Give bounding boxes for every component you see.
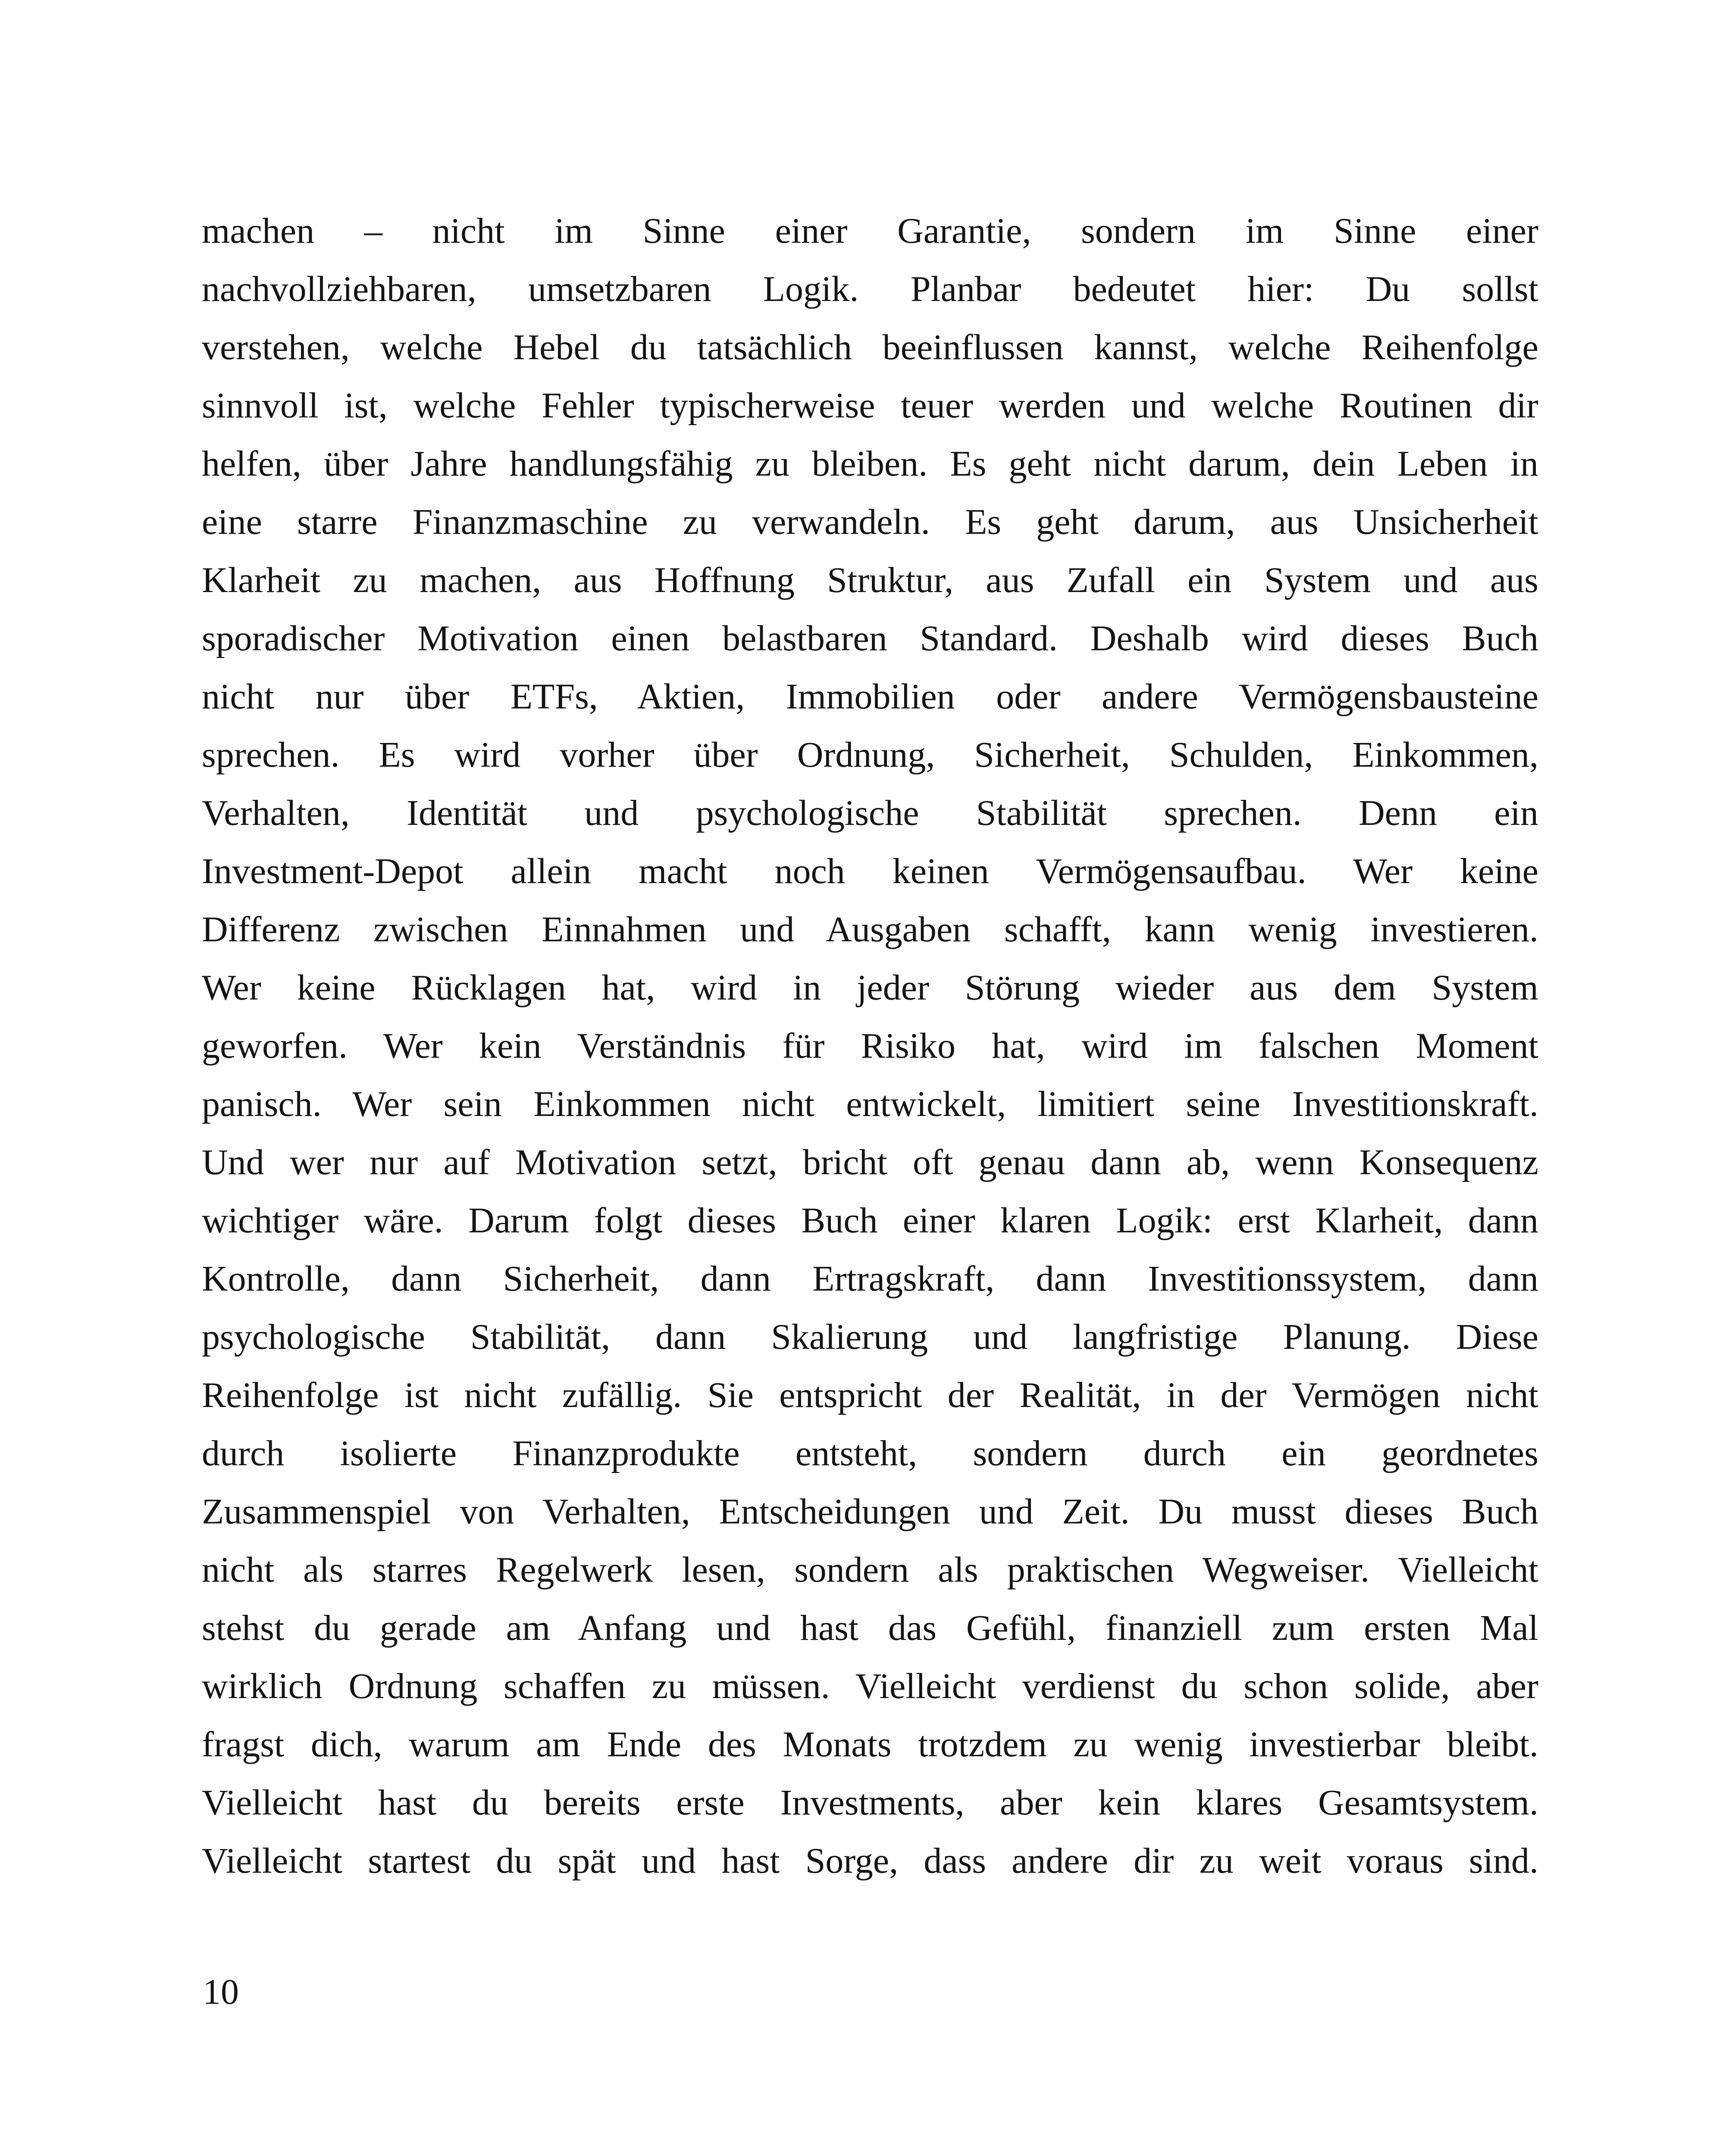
text-line: Zusammenspiel von Verhalten, Entscheidungen und Zeit. Du musst dieses Buch: [202, 1492, 1538, 1532]
text-line: verstehen, welche Hebel du tatsächlich beeinflussen kannst, welche Reihenfolge: [202, 327, 1538, 367]
text-line: Reihenfolge ist nicht zufällig. Sie entspricht der Realität, in der Vermögen nicht: [202, 1375, 1538, 1415]
text-line: Vielleicht hast du bereits erste Investments, aber kein klares Gesamtsystem.: [202, 1783, 1538, 1823]
text-line: Kontrolle, dann Sicherheit, dann Ertragskraft, dann Investitionssystem, dann: [202, 1259, 1538, 1299]
text-line: sinnvoll ist, welche Fehler typischerweise teuer werden und welche Routinen dir: [202, 385, 1538, 426]
text-line: panisch. Wer sein Einkommen nicht entwickelt, limitiert seine Investitionskraft.: [202, 1084, 1538, 1124]
text-line: Wer keine Rücklagen hat, wird in jeder Störung wieder aus dem System: [202, 968, 1538, 1008]
page-number: 10: [203, 1972, 239, 2012]
text-line: sporadischer Motivation einen belastbaren Standard. Deshalb wird dieses Buch: [202, 618, 1538, 658]
text-line: Vielleicht startest du spät und hast Sorge, dass andere dir zu weit voraus sind.: [202, 1841, 1538, 1881]
text-line: stehst du gerade am Anfang und hast das Gefühl, finanziell zum ersten Mal: [202, 1608, 1538, 1648]
text-line: psychologische Stabilität, dann Skalierung und langfristige Planung. Diese: [202, 1317, 1538, 1357]
text-line: nachvollziehbaren, umsetzbaren Logik. Planbar bedeutet hier: Du sollst: [202, 269, 1538, 309]
body-paragraph: [202, 202, 1538, 1890]
text-line: nicht als starres Regelwerk lesen, sondern als praktischen Wegweiser. Vielleicht: [202, 1550, 1538, 1590]
text-line: Klarheit zu machen, aus Hoffnung Struktur, aus Zufall ein System und aus: [202, 560, 1538, 600]
text-line: geworfen. Wer kein Verständnis für Risiko hat, wird im falschen Moment: [202, 1026, 1538, 1066]
text-line: wirklich Ordnung schaffen zu müssen. Vielleicht verdienst du schon solide, aber: [202, 1666, 1538, 1706]
text-line: helfen, über Jahre handlungsfähig zu bleiben. Es geht nicht darum, dein Leben in: [202, 444, 1538, 484]
text-line: nicht nur über ETFs, Aktien, Immobilien oder andere Vermögensbausteine: [202, 677, 1538, 717]
text-line: sprechen. Es wird vorher über Ordnung, Sicherheit, Schulden, Einkommen,: [202, 735, 1538, 775]
text-line: Und wer nur auf Motivation setzt, bricht oft genau dann ab, wenn Konsequenz: [202, 1142, 1538, 1182]
text-line: wichtiger wäre. Darum folgt dieses Buch einer klaren Logik: erst Klarheit, dann: [202, 1200, 1538, 1241]
text-line: fragst dich, warum am Ende des Monats trotzdem zu wenig investierbar bleibt.: [202, 1724, 1538, 1764]
text-line: Differenz zwischen Einnahmen und Ausgaben schafft, kann wenig investieren.: [202, 909, 1538, 950]
text-line: durch isolierte Finanzprodukte entsteht, sondern durch ein geordnetes: [202, 1433, 1538, 1473]
text-line: Verhalten, Identität und psychologische Stabilität sprechen. Denn ein: [202, 793, 1538, 833]
text-line: eine starre Finanzmaschine zu verwandeln. Es geht darum, aus Unsicherheit: [202, 502, 1538, 542]
text-line: Investment-Depot allein macht noch keinen Vermögensaufbau. Wer keine: [202, 851, 1538, 891]
text-line: machen – nicht im Sinne einer Garantie, sondern im Sinne einer: [202, 211, 1538, 251]
